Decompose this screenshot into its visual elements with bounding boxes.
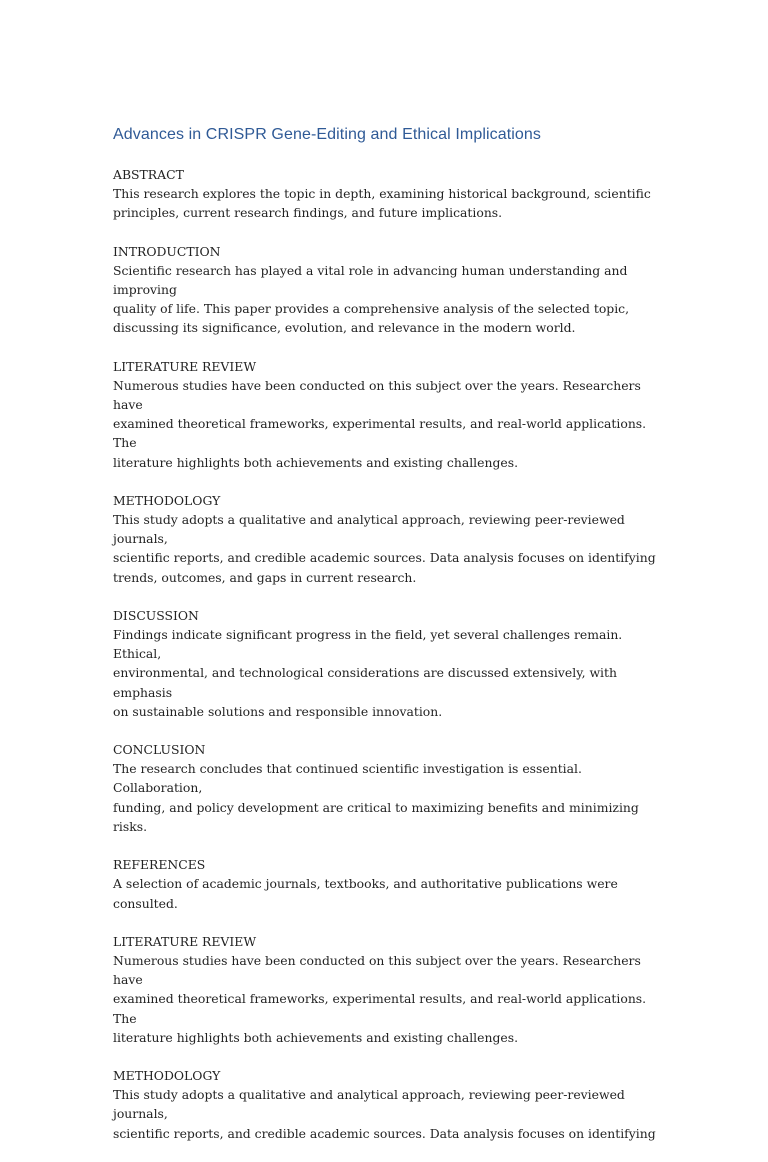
section-discussion <box>113 606 673 721</box>
section-body: Numerous studies have been conducted on this subject over the years. Researchers have examined theoretical frameworks, experimental results, and real-world applications. The literature highlights both achievements and existing challenges. <box>113 952 647 1045</box>
section-body: Scientific research has played a vital role in advancing human understanding and improving quality of life. This paper provides a comprehensive analysis of the selected topic, discussing its significance, evolution, and relevance in the modern world. <box>113 262 630 336</box>
section-literature-review <box>113 357 673 472</box>
section-body: This research explores the topic in depth, examining historical background, scientific principles, current research findings, and future implications. <box>113 186 651 221</box>
section-heading: LITERATURE REVIEW <box>113 933 257 949</box>
section-heading: INTRODUCTION <box>113 243 221 259</box>
section-heading: METHODOLOGY <box>113 1067 221 1083</box>
document-title: Advances in CRISPR Gene-Editing and Ethical Implications <box>113 126 542 143</box>
section-heading: ABSTRACT <box>113 167 184 182</box>
section-heading: CONCLUSION <box>113 742 206 758</box>
section-methodology-repeat <box>113 1066 673 1143</box>
section-conclusion <box>113 740 673 836</box>
section-body: Findings indicate significant progress in the field, yet several challenges remain. Ethical, environmental, and technological considerations are discussed extensively, with emphasis on sustainable solutions and responsible innovation. <box>113 627 623 719</box>
section-body: A selection of academic journals, textbooks, and authoritative publications were consulted. <box>113 876 618 911</box>
section-heading: LITERATURE REVIEW <box>113 358 257 374</box>
section-body: Numerous studies have been conducted on this subject over the years. Researchers have examined theoretical frameworks, experimental results, and real-world applications. The literature highlights both achievements and existing challenges. <box>113 377 647 470</box>
section-methodology <box>113 491 673 587</box>
section-literature-review-repeat <box>113 932 673 1047</box>
section-abstract <box>113 165 673 223</box>
document-page <box>113 124 673 1162</box>
section-heading: REFERENCES <box>113 857 206 873</box>
section-body: The research concludes that continued scientific investigation is essential. Collaboration, funding, and policy development are critical to maximizing benefits and minimizing risks. <box>113 761 639 834</box>
section-heading: DISCUSSION <box>113 607 199 623</box>
section-body: This study adopts a qualitative and analytical approach, reviewing peer-reviewed journals, scientific reports, and credible academic sources. Data analysis focuses on identifying trends, outcomes, and gaps in current research. <box>113 512 656 585</box>
section-body: This study adopts a qualitative and analytical approach, reviewing peer-reviewed journals, scientific reports, and credible academic sources. Data analysis focuses on identifying <box>113 1087 656 1141</box>
section-references <box>113 855 673 913</box>
section-heading: METHODOLOGY <box>113 492 221 508</box>
section-introduction <box>113 242 673 338</box>
